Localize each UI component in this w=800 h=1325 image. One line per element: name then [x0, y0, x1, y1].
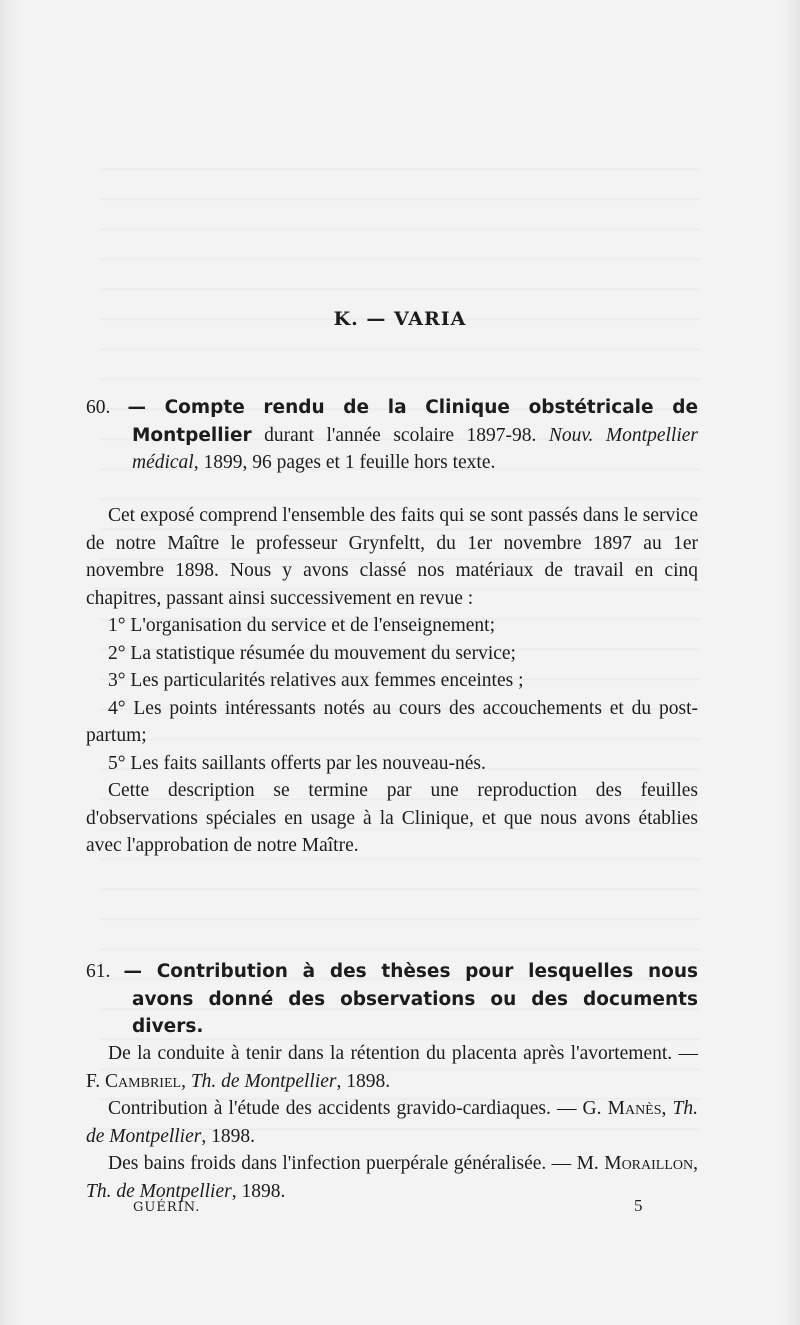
reference-source: Th. de Montpellier	[86, 1180, 232, 1202]
entry-60	[86, 394, 698, 477]
reference-source: Th. de Montpellier	[86, 1098, 698, 1147]
paragraph: Cette description se termine par une reproduction des feuilles d'observations spéciales en usage à la Clinique, et que nous avons établies avec l'approbation de notre Maître.	[86, 780, 698, 856]
list-item: 4° Les points intéressants notés au cours des accouchements et du post-partum;	[86, 697, 698, 746]
journal-name: Nouv. Montpellier médical,	[132, 424, 698, 473]
reference-sep: ,	[693, 1153, 698, 1174]
entry-61	[86, 958, 698, 1041]
entry-60-heading	[86, 394, 698, 477]
entry-60-body	[86, 502, 698, 860]
entry-61-refs	[86, 1040, 698, 1205]
entry-desc-end: 1899, 96 pages et 1 feuille hors texte.	[198, 452, 496, 473]
reference-year: , 1898.	[336, 1070, 391, 1092]
reference-author: Moraillon	[604, 1153, 694, 1174]
paragraph: Cet exposé comprend l'ensemble des faits qui se sont passés dans le service de notre Maître le professeur Grynfeltt, du 1er novembre 1897 au 1er novembre 1898. Nous y avons classé nos matériaux de travail en cinq chapitres, passant ainsi successivement en revue :	[86, 505, 698, 609]
reference-title: Des bains froids dans l'infection puerpérale généralisée. — M.	[108, 1153, 605, 1174]
reference-source: Th. de Montpellier	[190, 1070, 337, 1092]
list-item: 5° Les faits saillants offerts par les nouveau-nés.	[108, 752, 486, 774]
reference-title: Contribution à l'étude des accidents gravido-cardiaques. — G.	[108, 1098, 608, 1119]
reference-year: , 1898.	[231, 1180, 286, 1202]
reference-author: Cambriel	[105, 1070, 182, 1092]
entry-title: — Contribution à des thèses pour lesquelles nous avons donné des observations ou des documents divers.	[123, 961, 699, 1037]
entry-number: 61.	[86, 961, 111, 982]
page-number: 5	[634, 1196, 643, 1215]
entry-title: — Compte rendu de la Clinique obstétricale de Montpellier	[127, 397, 698, 446]
reference-year: , 1898.	[201, 1125, 255, 1147]
footer-signature: GUÉRIN.	[133, 1200, 201, 1215]
entry-61-heading	[86, 958, 698, 1041]
list-item: 2° La statistique résumée du mouvement du service;	[108, 642, 516, 664]
reference	[86, 1095, 698, 1150]
list-item: 3° Les particularités relatives aux femmes enceintes ;	[108, 670, 524, 691]
reference-author: Manès	[607, 1098, 662, 1119]
reference	[86, 1040, 698, 1095]
reference-sep: ,	[181, 1070, 191, 1092]
entry-number: 60.	[86, 397, 111, 418]
entry-desc: durant l'année scolaire 1897-98.	[251, 424, 549, 446]
section-title: K. — VARIA	[333, 308, 467, 330]
reference-sep: ,	[661, 1098, 673, 1119]
list-item: 1° L'organisation du service et de l'enseignement;	[108, 615, 496, 636]
reference	[86, 1150, 698, 1205]
reference-title: De la conduite à tenir dans la rétention du placenta après l'avortement. — F.	[86, 1043, 698, 1092]
